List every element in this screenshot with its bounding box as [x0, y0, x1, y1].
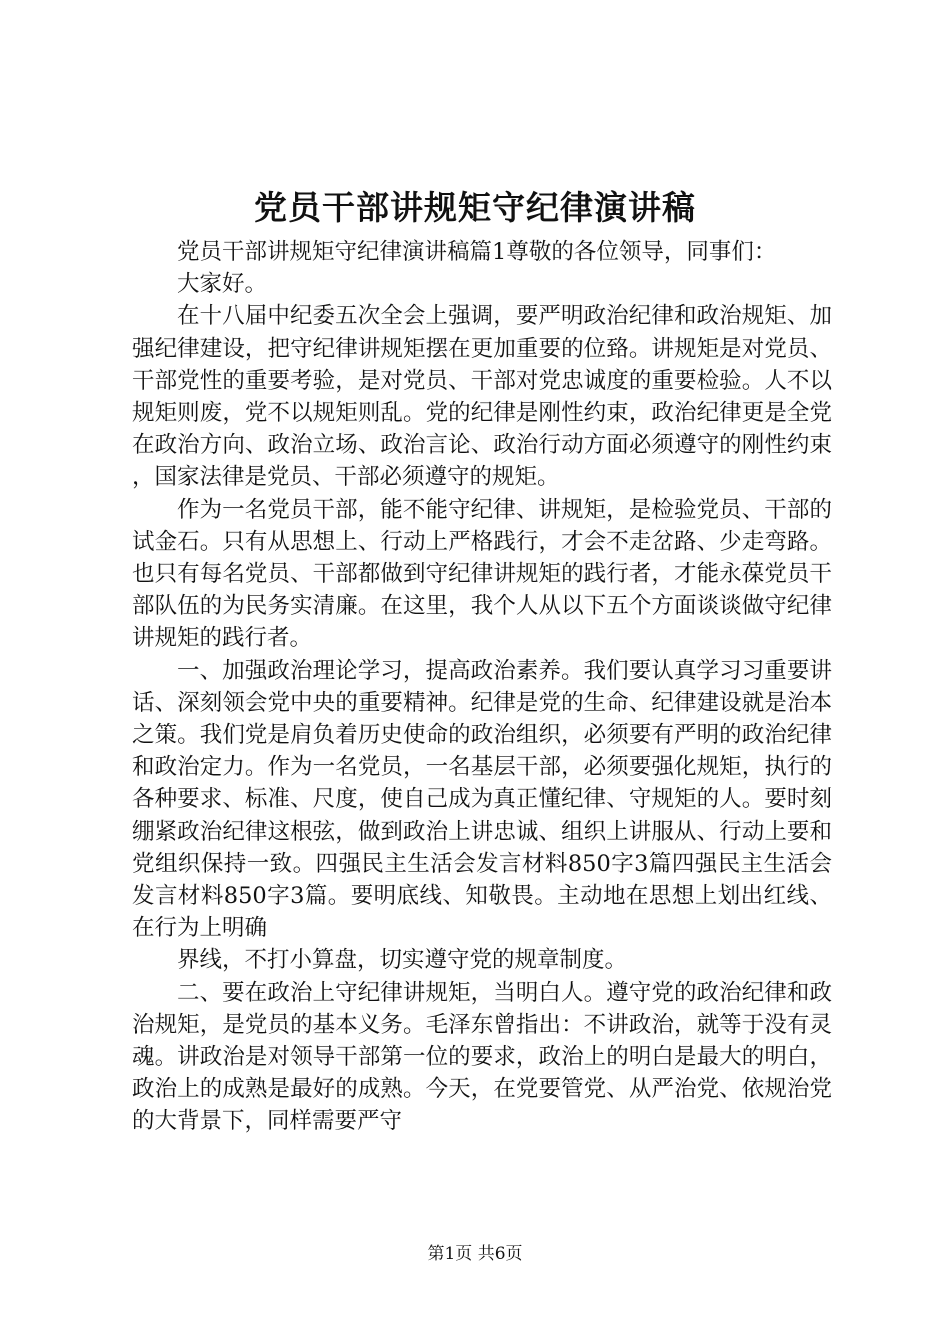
paragraph-point-two: 二、要在政治上守纪律讲规矩，当明白人。遵守党的政治纪律和政治规矩，是党员的基本义务。毛泽东曾指出：不讲政治，就等于没有灵魂。讲政治是对领导干部第一位的要求，政治上的明白是最大的明白，政治上的成熟是最好的成熟。今天，在党要管党、从严治党、依规治党的大背景下，同样需要严守	[132, 979, 832, 1135]
paragraph-touchstone: 作为一名党员干部，能不能守纪律、讲规矩，是检验党员、干部的试金石。只有从思想上、行动上严格践行，才会不走岔路、少走弯路。也只有每名党员、干部都做到守纪律讲规矩的践行者，才能永葆党员干部队伍的为民务实清廉。在这里，我个人从以下五个方面谈谈做守纪律讲规矩的践行者。	[132, 496, 832, 652]
paragraph-intro: 在十八届中纪委五次全会上强调，要严明政治纪律和政治规矩、加强纪律建设，把守纪律讲规矩摆在更加重要的位臵。讲规矩是对党员、干部党性的重要考验，是对党员、干部对党忠诚度的重要检验。人不以规矩则废，党不以规矩则乱。党的纪律是刚性约束，政治纪律更是全党在政治方向、政治立场、政治言论、政治行动方面必须遵守的刚性约束，国家法律是党员、干部必须遵守的规矩。	[132, 303, 832, 491]
paragraph-point-one: 一、加强政治理论学习，提高政治素养。我们要认真学习习重要讲话、深刻领会党中央的重要精神。纪律是党的生命、纪律建设就是治本之策。我们党是肩负着历史使命的政治组织，必须要有严明的政治纪律和政治定力。作为一名党员，一名基层干部，必须要强化规矩，执行的各种要求、标准、尺度，使自己成为真正懂纪律、守规矩的人。要时刻绷紧政治纪律这根弦，做到政治上讲忠诚、组织上讲服从、行动上要和党组织保持一致。四强民主生活会发言材料850字3篇四强民主生活会发言材料850字3篇。要明底线、知敬畏。主动地在思想上划出红线、在行为上明确	[132, 657, 832, 942]
document-body	[132, 236, 832, 1138]
paragraph-greeting: 党员干部讲规矩守纪律演讲稿篇1尊敬的各位领导，同事们：	[177, 239, 777, 265]
paragraph-hello: 大家好。	[177, 271, 268, 298]
paragraph-boundary: 界线，不打小算盘，切实遵守党的规章制度。	[177, 947, 628, 974]
document-title: 党员干部讲规矩守纪律演讲稿	[254, 188, 696, 227]
page-footer: 第1页 共6页	[427, 1244, 523, 1264]
